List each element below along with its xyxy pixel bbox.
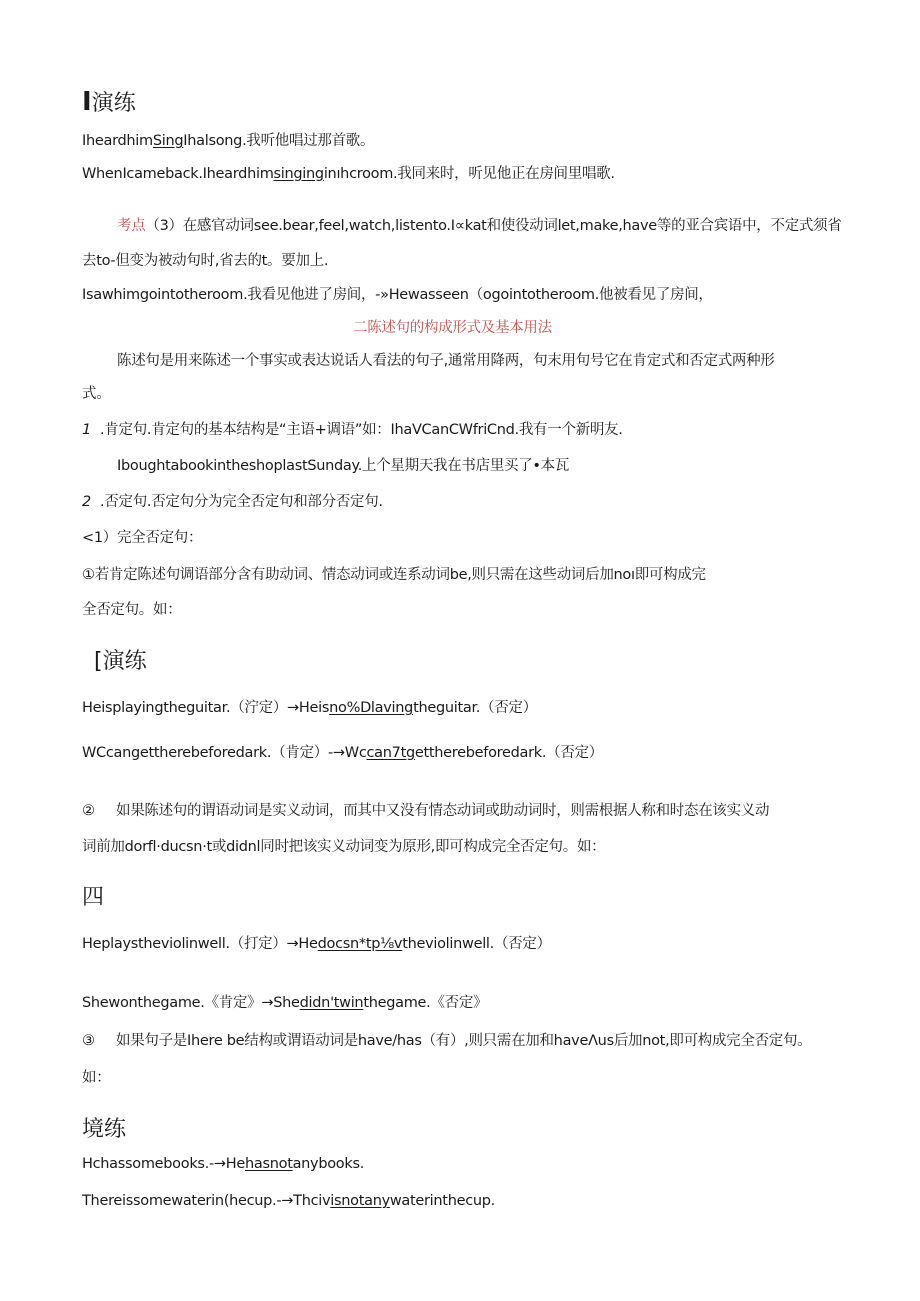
- text-fragment: Thereissomewaterin(hecup.-→Thciv: [82, 1193, 331, 1209]
- sub-heading: <1）完全否定句：: [82, 530, 203, 546]
- paragraph-line: 词前加dorfl·ducsn·t或didnl同时把该实义动词变为原形,即可构成完全否定句。如：: [82, 839, 606, 855]
- example-line: [82, 698, 537, 718]
- heading-text: 演练: [91, 91, 136, 116]
- list-item: [82, 420, 623, 440]
- text-fragment: theguitar.（否定）: [413, 700, 537, 716]
- text-fragment: waterinthecup.: [389, 1193, 495, 1209]
- underlined-answer: didn'twin: [299, 995, 364, 1011]
- key-point-paragraph: [117, 216, 842, 236]
- example-line: IboughtabookintheshoplastSunday.上个星期天我在书店里买了•本瓦: [117, 458, 570, 474]
- heading-practice-2: [演练: [94, 649, 147, 674]
- text-fragment: .否定句.否定句分为完全否定句和部分否定句.: [100, 494, 383, 510]
- key-point-label: 考点: [117, 218, 146, 234]
- underlined-answer: hasnot: [245, 1156, 293, 1172]
- circled-number: ③: [82, 1033, 95, 1049]
- underlined-answer: docsn*tp⅛v: [317, 936, 403, 952]
- key-point-line-2: 去to-但变为被动句时,省去的t。要加上.: [82, 253, 329, 269]
- example-line: [82, 743, 603, 763]
- underlined-answer: Sing: [152, 133, 184, 149]
- text-fragment: （3）在感官动词see.bear,feel,watch,listento.I∝kat和使役动词let,make,have等的亚合宾语中，不定式须省: [145, 218, 842, 234]
- text-fragment: Shewonthegame.《肯定》→She: [82, 995, 300, 1011]
- text-fragment: Ihalsong.我听他唱过那首歌。: [183, 133, 375, 149]
- underlined-answer: singing: [273, 166, 324, 182]
- paragraph-line: ①若肯定陈述句调语部分含有助动词、情态动词或连系动词be,则只需在这些动词后加noı即可构成完: [82, 567, 706, 583]
- text-fragment: .肯定句.肯定句的基本结构是“主语+调语”如：IhaVCanCWfriCnd.我有一个新明友.: [100, 422, 623, 438]
- example-line: [82, 1191, 495, 1211]
- underlined-answer: can7tg: [366, 745, 415, 761]
- text-fragment: WCcangettherebeforedark.（肯定）-→Wc: [82, 745, 367, 761]
- example-line: [82, 1154, 364, 1174]
- heading-practice-4: 境练: [82, 1117, 127, 1142]
- underlined-answer: no%Dlaving: [329, 700, 414, 716]
- example-line: [82, 131, 374, 151]
- example-line: [82, 164, 615, 184]
- paragraph-line: [82, 1031, 811, 1051]
- paragraph-line: 全否定句。如：: [82, 602, 182, 618]
- section-subtitle: 二陈述句的构成形式及基本用法: [353, 320, 552, 336]
- text-fragment: 如果陈述句的谓语动词是实义动词，而其中又没有情态动词或助动词时，则需根据人称和时态在该实义动: [116, 803, 770, 819]
- text-fragment: ettherebeforedark.（否定）: [414, 745, 603, 761]
- text-fragment: WhenIcameback.Iheardhim: [82, 166, 274, 182]
- paragraph-line: 如：: [82, 1070, 111, 1086]
- text-fragment: Iheardhim: [82, 133, 153, 149]
- example-line: [82, 934, 551, 954]
- heading-practice-3: 四: [82, 885, 105, 910]
- list-item: [82, 492, 383, 512]
- text-fragment: theviolinwell.（否定）: [402, 936, 551, 952]
- text-fragment: Heplaystheviolinwell.（打定）→He: [82, 936, 318, 952]
- paragraph-line: 陈述句是用来陈述一个事实或表达说话人看法的句子,通常用降两，句末用句号它在肯定式和否定式两种形: [117, 353, 775, 369]
- text-fragment: Hchassomebooks.-→He: [82, 1156, 245, 1172]
- list-number: 1: [82, 422, 91, 438]
- text-fragment: thegame.《否定》: [363, 995, 488, 1011]
- underlined-answer: isnotany: [330, 1193, 390, 1209]
- example-line: [82, 993, 487, 1013]
- list-number: 2: [82, 494, 91, 510]
- heading-bar: I: [82, 87, 92, 117]
- text-fragment: anybooks.: [292, 1156, 365, 1172]
- example-line: Isawhimgointotheroom.我看见他进了房间，-»Hewasseen（ogointotheroom.他被看见了房间，: [82, 287, 713, 303]
- paragraph-line: 式。: [82, 386, 111, 402]
- text-fragment: 如果句子是Ihere be结构或谓语动词是have/has（有）,则只需在加和haveΛus后加not,即可构成完全否定句。: [116, 1033, 812, 1049]
- text-fragment: inıhcroom.我同来时，听见他正在房间里唱歌.: [323, 166, 615, 182]
- circled-number: ②: [82, 803, 95, 819]
- text-fragment: Heisplayingtheguitar.（泞定）→Heis: [82, 700, 330, 716]
- paragraph-line: [82, 801, 769, 821]
- heading-practice-1: [82, 88, 136, 118]
